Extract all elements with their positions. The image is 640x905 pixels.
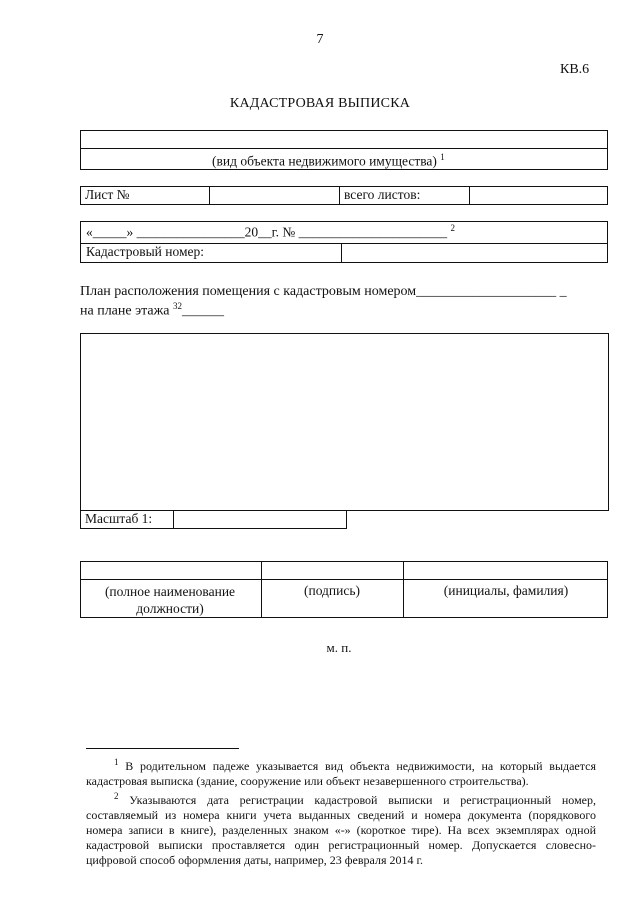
scale-label: Масштаб 1: <box>85 511 153 526</box>
footnotes <box>86 755 596 868</box>
plan-description-line1: План расположения помещения с кадастровым номером____________________ _ <box>80 284 567 299</box>
object-type-divider <box>81 148 607 149</box>
footnote-separator <box>86 748 239 749</box>
plan-floor-blank: ______ <box>182 303 225 319</box>
object-type-caption <box>212 152 445 170</box>
sheet-divider-1 <box>209 187 210 204</box>
document-title: КАДАСТРОВАЯ ВЫПИСКА <box>229 96 411 111</box>
footnote-ref-32: 32 <box>173 301 183 311</box>
footnote-2-text: Указываются дата регистрации кадастровой выписки и регистрационный номер, составляемый из номера книги учета выданных сведений и номера документа (порядкового номера записи в книге), разделенных знаком «-» (короткое тире). На всех экземплярах одной кадастровой выписки проставляется один регистрационный номер. Допускается словесно-цифровой способ оформления даты, например, 23 февраля 2014 г. <box>86 793 596 867</box>
plan-floor-label: на плане этажа <box>80 303 170 319</box>
scale-divider <box>173 511 174 528</box>
plan-description-line2 <box>80 301 224 320</box>
sheet-number-label: Лист № <box>85 187 130 202</box>
footnote-1 <box>86 755 596 789</box>
footnote-ref-1: 1 <box>440 152 445 162</box>
registration-date-text: «_____» ________________20__г. № ______________________ <box>86 224 448 240</box>
registration-divider-v <box>341 243 342 262</box>
sheet-divider-2 <box>339 187 340 204</box>
registration-date-line <box>86 223 455 241</box>
sheet-divider-3 <box>469 187 470 204</box>
stamp-place: м. п. <box>326 640 352 655</box>
signature-caption: (подпись) <box>303 583 361 598</box>
object-type-caption-text: (вид объекта недвижимого имущества) <box>212 153 437 169</box>
footnote-2-ref: 2 <box>114 791 119 801</box>
form-code: КВ.6 <box>560 62 590 77</box>
signature-divider-h <box>81 579 607 580</box>
plan-drawing-area <box>80 333 609 511</box>
name-caption: (инициалы, фамилия) <box>443 583 569 598</box>
page-number: 7 <box>316 32 324 47</box>
footnote-1-ref: 1 <box>114 757 119 767</box>
cadastral-number-label: Кадастровый номер: <box>86 244 205 259</box>
total-sheets-label: всего листов: <box>344 187 421 202</box>
footnote-1-text: В родительном падеже указывается вид объекта недвижимости, на который выдается кадастровая выписка (здание, сооружение или объект незавершенного строительства). <box>86 759 596 788</box>
footnote-2 <box>86 789 596 868</box>
position-caption: (полное наименование должности) <box>104 584 236 616</box>
footnote-ref-2: 2 <box>450 223 456 233</box>
